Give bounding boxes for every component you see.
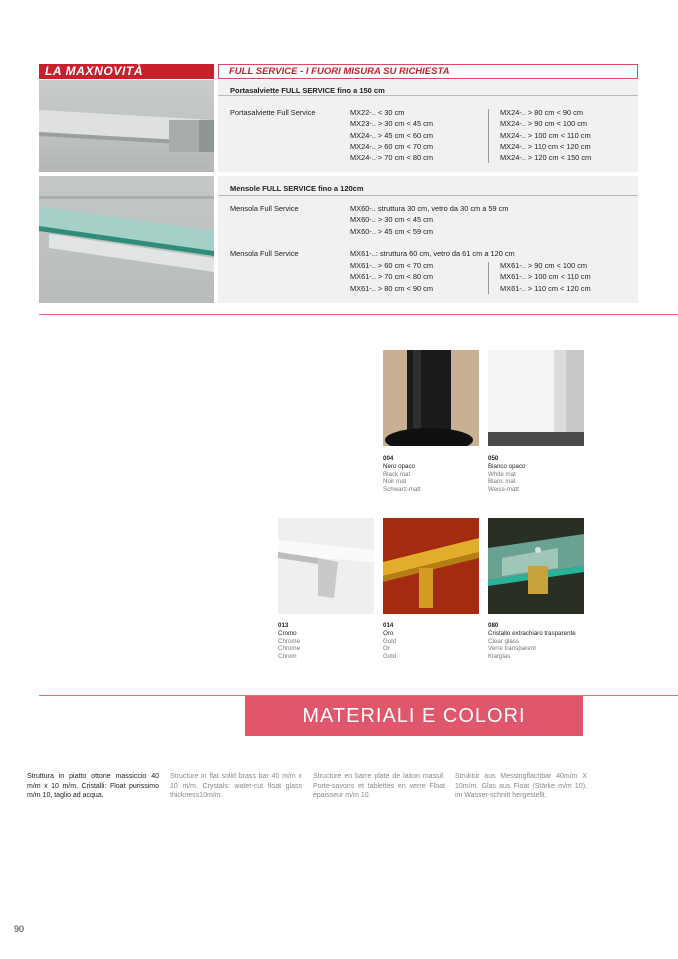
finish-label-004: 004 Nero opaco Black mat Noir mat Schwarz-matt [383,455,421,494]
size-row: MX24-.. > 80 cm < 90 cm [500,108,583,117]
towel-rail-photo [39,80,214,172]
shelf-label-2: Mensola Full Service [230,249,299,258]
size-row: MX60-.. > 45 cm < 59 cm [350,226,433,236]
description-fr: Structure en barre plate de laiton massif. Porte-savons et tablettes en verre Float épaisseur m/m 10. [313,773,445,799]
column-separator [488,262,489,294]
shelf-label-1: Mensola Full Service [230,204,299,213]
shelf-block-1 [350,203,509,237]
shelf-block-2-head: MX61-..: struttura 60 cm, vetro da 61 cm a 120 cm [350,249,515,258]
full-service-title: FULL SERVICE - I FUORI MISURA SU RICHIESTA [218,64,638,79]
column-separator [488,109,489,163]
size-row: MX24-.. > 90 cm < 100 cm [500,119,588,129]
towel-rail-heading: Portasalviette FULL SERVICE fino a 150 cm [218,80,638,96]
size-row: MX61-.. > 100 cm < 110 cm [500,272,591,282]
description-en: Structure in flat solid brass bar 40 m/m x 10 m/m. Crystals: water-cut float glass thickness10m/m. [170,773,302,799]
maxnovita-badge: LA MAXNOVITÀ [39,64,214,79]
finish-label-080: 080 Cristallo extrachiaro trasparente Clear glass Verre transparent Klarglas [488,622,576,661]
size-row: MX61-.. > 110 cm < 120 cm [500,283,591,293]
size-row: MX61-.. > 80 cm < 90 cm [350,283,433,293]
description-it: Struttura in piatto ottone massiccio 40 m/m x 10 m/m. Cristalli: Float purissimo m/m 10, taglio ad acqua. [27,773,159,799]
towel-rail-label: Portasalviette Full Service [230,108,316,117]
glass-shelf-photo [39,176,214,303]
finish-label-014: 014 Oro Gold Or Gold [383,622,397,661]
towel-rail-sizes-right [500,107,630,163]
size-row: MX24-.. > 120 cm < 150 cm [500,153,592,163]
shelf-block-2-left [350,260,478,294]
size-row: MX61-.. > 90 cm < 100 cm [500,261,588,270]
size-row: MX60-.. > 30 cm < 45 cm [350,215,433,225]
shelf-block-2-right [500,260,591,294]
size-row: MX61-.. > 60 cm < 70 cm [350,261,433,270]
swatch-clear-glass [488,518,584,614]
size-row: MX24-.. > 70 cm < 80 cm [350,153,433,163]
description-de: Struktur aus Messingflachbar 40m/m X 10m/m. Glas aus Float (Stärke m/m 10), im Wasser-schnitt hergestellt. [455,773,587,799]
towel-rail-sizes-left [350,107,478,163]
size-row: MX61-.. > 70 cm < 80 cm [350,272,433,282]
swatch-chrome [278,518,374,614]
swatch-black-mat [383,350,479,446]
size-row: MX22-.. < 30 cm [350,108,405,117]
shelf-heading: Mensole FULL SERVICE fino a 120cm [218,176,638,196]
size-row: MX24-.. > 110 cm < 120 cm [500,141,591,151]
finish-label-050: 050 Bianco opaco White mat Blanc mat Weiss-matt [488,455,526,494]
page-number: 90 [14,924,25,934]
size-row: MX24-.. > 100 cm < 110 cm [500,130,591,140]
swatch-white-mat [488,350,584,446]
swatch-gold [383,518,479,614]
size-row: MX23-.. > 30 cm < 45 cm [350,119,433,129]
materials-title: MATERIALI E COLORI [245,696,583,736]
divider [39,314,678,315]
size-row: MX24-.. > 45 cm < 60 cm [350,130,433,140]
size-row: MX60-.. struttura 30 cm, vetro da 30 cm a 59 cm [350,204,509,213]
size-row: MX24-.. > 60 cm < 70 cm [350,141,433,151]
finish-label-013: 013 Cromo Chrome Chrome Chrom [278,622,301,661]
